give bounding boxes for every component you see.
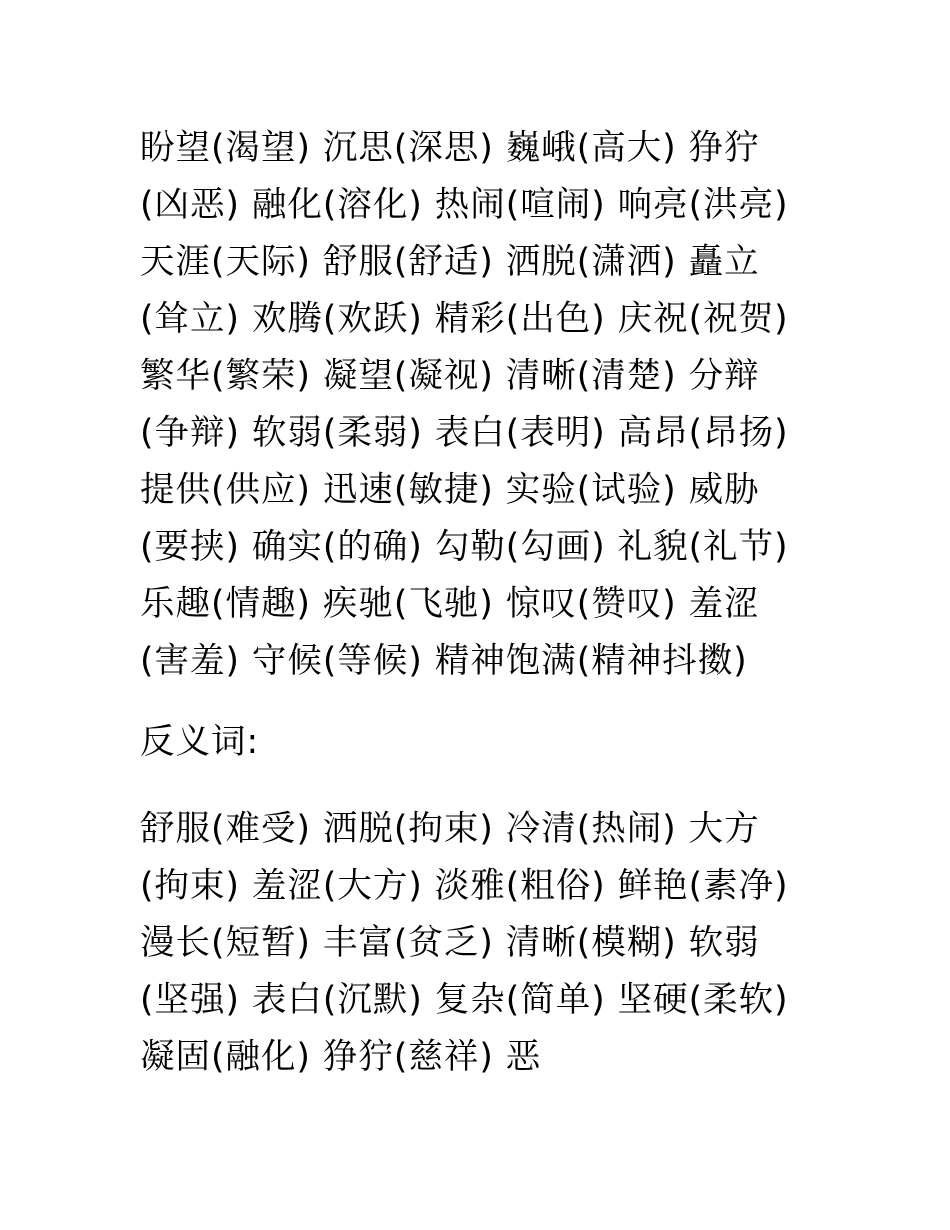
antonyms-paragraph: 舒服(难受) 洒脱(拘束) 冷清(热闹) 大方(拘束) 羞涩(大方) 淡雅(粗俗) 鲜艳(素净) 漫长(短暂) 丰富(贫乏) 清晰(模糊) 软弱(坚强) 表白(沉默) 复杂(简单) 坚硬(柔软) 凝固(融化) 狰狞(慈祥) 恶 [140,809,789,1077]
document-page [140,120,800,1086]
antonyms-heading: 反义词: [140,722,260,762]
synonyms-paragraph: 盼望(渴望) 沉思(深思) 巍峨(高大) 狰狞(凶恶) 融化(溶化) 热闹(喧闹) 响亮(洪亮) 天涯(天际) 舒服(舒适) 洒脱(潇洒) 矗立(耸立) 欢腾(欢跃) 精彩(出色) 庆祝(祝贺) 繁华(繁荣) 凝望(凝视) 清晰(清楚) 分辩(争辩) 软弱(柔弱) 表白(表明) 高昂(昂扬) 提供(供应) 迅速(敏捷) 实验(试验) 威胁(要挟) 确实(的确) 勾勒(勾画) 礼貌(礼节) 乐趣(情趣) 疾驰(飞驰) 惊叹(赞叹) 羞涩(害羞) 守候(等候) 精神饱满(精神抖擞) [140,128,789,681]
